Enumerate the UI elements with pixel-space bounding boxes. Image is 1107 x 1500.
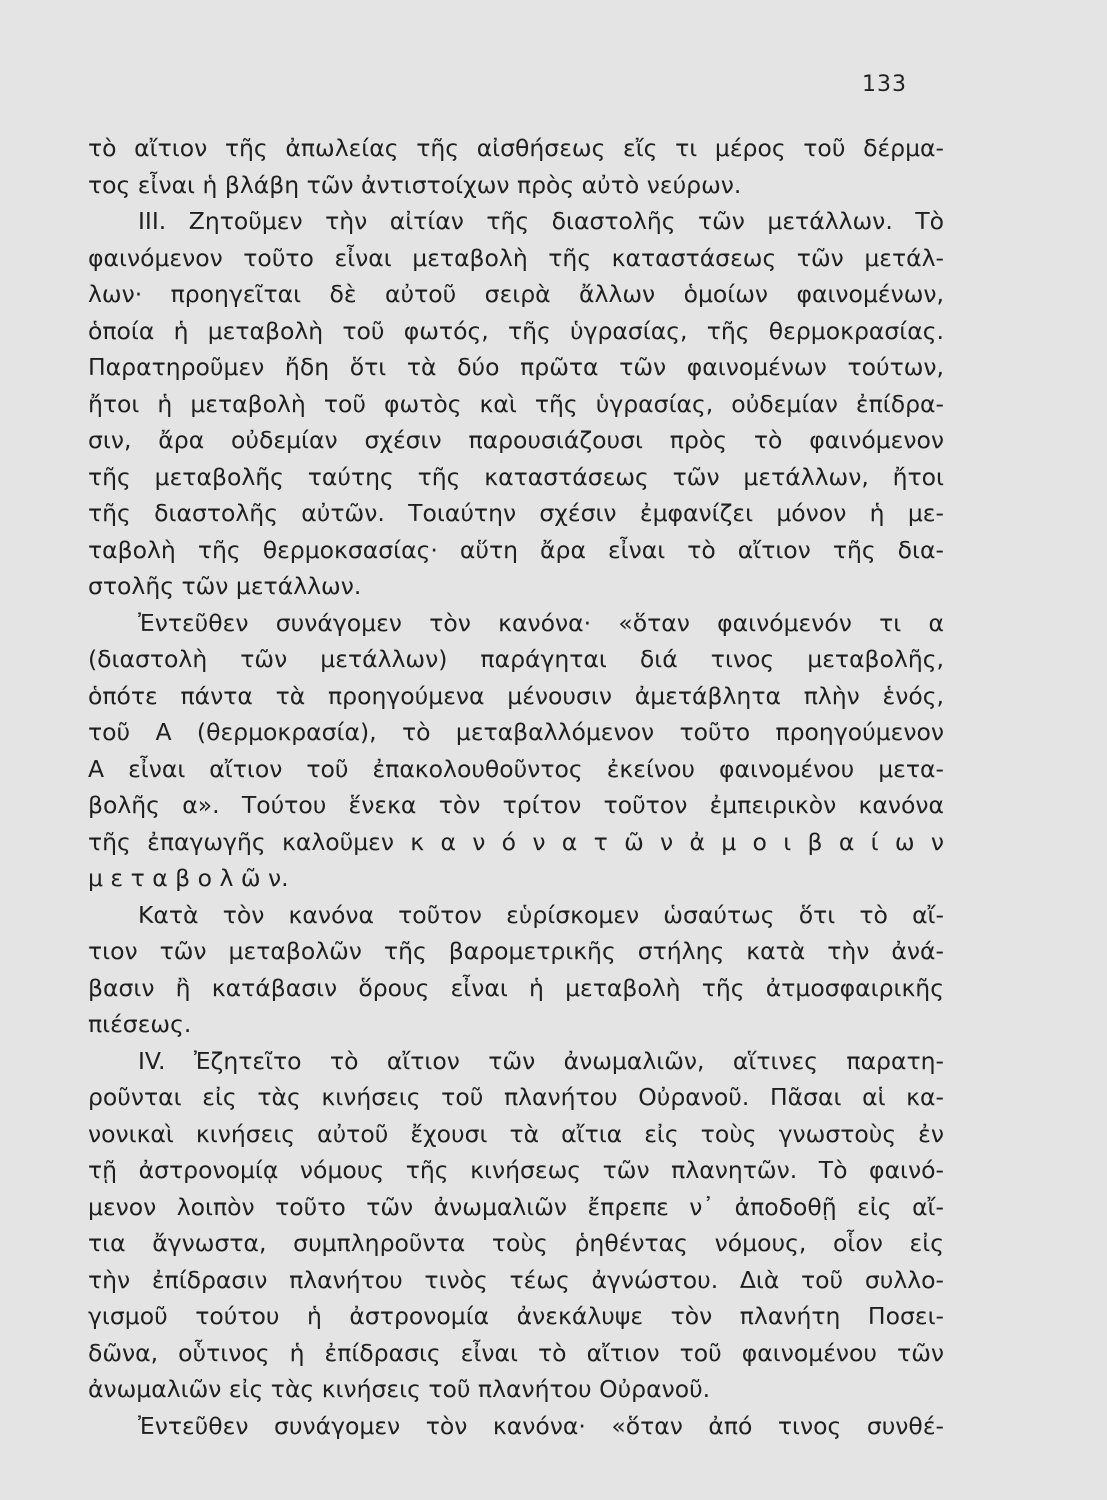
text-line: γισμοῦ τούτου ἡ ἀστρονομία ἀνεκάλυψε τὸν πλανήτη Ποσει- xyxy=(88,1302,944,1330)
text-line: τος εἶναι ἡ βλάβη τῶν ἀντιστοίχων πρὸς αὐτὸ νεύρων. xyxy=(88,170,742,199)
text-line: στολῆς τῶν μετάλλων. xyxy=(88,572,362,600)
text-line: βολῆς α». Τούτου ἕνεκα τὸν τρίτον τοῦτον ἐμπειρικὸν κανόνα xyxy=(88,791,944,819)
text-line: Παρατηροῦμεν ἤδη ὅτι τὰ δύο πρῶτα τῶν φαινομένων τούτων, xyxy=(88,353,944,381)
text-line: ταβολὴ τῆς θερμοκσασίας· αὕτη ἄρα εἶναι τὸ αἴτιον τῆς δια- xyxy=(88,535,944,564)
text-line: ροῦνται εἰς τὰς κινήσεις τοῦ πλανήτου Οὐρανοῦ. Πᾶσαι αἱ κα- xyxy=(88,1083,944,1111)
text-line: Ἐντεῦθεν συνάγομεν τὸν κανόνα· «ὅταν φαινόμενόν τι α xyxy=(138,608,944,637)
text-line: σιν, ἄρα οὐδεμίαν σχέσιν παρουσιάζουσι πρὸς τὸ φαινόμενον xyxy=(88,426,944,454)
text-line: μ ε τ α β ο λ ῶ ν. xyxy=(88,864,289,892)
text-line: IV. Ἐζητεῖτο τὸ αἴτιον τῶν ἀνωμαλιῶν, αἵτινες παρατη- xyxy=(138,1046,944,1075)
text-line: βασιν ἢ κατάβασιν ὅρους εἶναι ἡ μεταβολὴ τῆς ἀτμοσφαιρικῆς xyxy=(88,973,944,1002)
text-line: τοῦ Α (θερμοκρασία), τὸ μεταβαλλόμενον τοῦτο προηγούμενον xyxy=(88,718,944,746)
text-line: τῆς διαστολῆς αὐτῶν. Τοιαύτην σχέσιν ἐμφανίζει μόνον ἡ με- xyxy=(88,499,944,527)
text-line: (διαστολὴ τῶν μετάλλων) παράγηται διά τινος μεταβολῆς, xyxy=(88,645,944,673)
page-number: 133 xyxy=(862,72,907,97)
text-line: Ἐντεῦθεν συνάγομεν τὸν κανόνα· «ὅταν ἀπό τινος συνθέ- xyxy=(138,1411,944,1440)
text-line: φαινόμενον τοῦτο εἶναι μεταβολὴ τῆς καταστάσεως τῶν μετάλ- xyxy=(88,243,944,272)
text-line: λων· προηγεῖται δὲ αὐτοῦ σειρὰ ἄλλων ὁμοίων φαινομένων, xyxy=(88,280,944,308)
text-line: τὸ αἴτιον τῆς ἀπωλείας τῆς αἰσθήσεως εἴς τι μέρος τοῦ δέρμα- xyxy=(88,134,944,162)
text-line: πιέσεως. xyxy=(88,1010,192,1038)
text-line: τῇ ἀστρονομίᾳ νόμους τῆς κινήσεως τῶν πλανητῶν. Τὸ φαινό- xyxy=(88,1156,944,1184)
text-line: ἤτοι ἡ μεταβολὴ τοῦ φωτὸς καὶ τῆς ὑγρασίας, οὐδεμίαν ἐπίδρα- xyxy=(88,389,944,418)
text-line: Κατὰ τὸν κανόνα τοῦτον εὑρίσκομεν ὡσαύτως ὅτι τὸ αἴ- xyxy=(138,900,944,929)
text-line: δῶνα, οὗτινος ἡ ἐπίδρασις εἶναι τὸ αἴτιον τοῦ φαινομένου τῶν xyxy=(88,1338,944,1367)
text-line: Α εἶναι αἴτιον τοῦ ἐπακολουθοῦντος ἐκείνου φαινομένου μετα- xyxy=(88,754,944,783)
text-line: τῆς ἐπαγωγῆς καλοῦμεν κ α ν ό ν α τ ῶ ν ἀ μ ο ι β α ί ω ν xyxy=(88,827,944,856)
text-line: τὴν ἐπίδρασιν πλανήτου τινὸς τέως ἀγνώστου. Διὰ τοῦ συλλο- xyxy=(88,1265,944,1294)
text-line: νονικαὶ κινήσεις αὐτοῦ ἔχουσι τὰ αἴτια εἰς τοὺς γνωστοὺς ἐν xyxy=(88,1119,944,1148)
text-line: τιον τῶν μεταβολῶν τῆς βαρομετρικῆς στήλης κατὰ τὴν ἀνά- xyxy=(88,937,944,965)
text-line: ὁποία ἡ μεταβολὴ τοῦ φωτός, τῆς ὑγρασίας, τῆς θερμοκρασίας. xyxy=(88,316,944,345)
text-line: μενον λοιπὸν τοῦτο τῶν ἀνωμαλιῶν ἔπρεπε ν᾽ ἀποδοθῇ εἰς αἴ- xyxy=(88,1192,944,1221)
body-text xyxy=(88,130,944,1444)
text-line: τια ἄγνωστα, συμπληροῦντα τοὺς ῥηθέντας νόμους, οἷον εἰς xyxy=(88,1229,944,1257)
text-line: III. Ζητοῦμεν τὴν αἰτίαν τῆς διαστολῆς τῶν μετάλλων. Τὸ xyxy=(138,207,944,235)
text-line: ἀνωμαλιῶν εἰς τὰς κινήσεις τοῦ πλανήτου Οὐρανοῦ. xyxy=(88,1375,711,1403)
text-line: τῆς μεταβολῆς ταύτης τῆς καταστάσεως τῶν μετάλλων, ἤτοι xyxy=(88,462,944,491)
text-line: ὁπότε πάντα τὰ προηγούμενα μένουσιν ἀμετάβλητα πλὴν ἑνός, xyxy=(88,681,944,710)
